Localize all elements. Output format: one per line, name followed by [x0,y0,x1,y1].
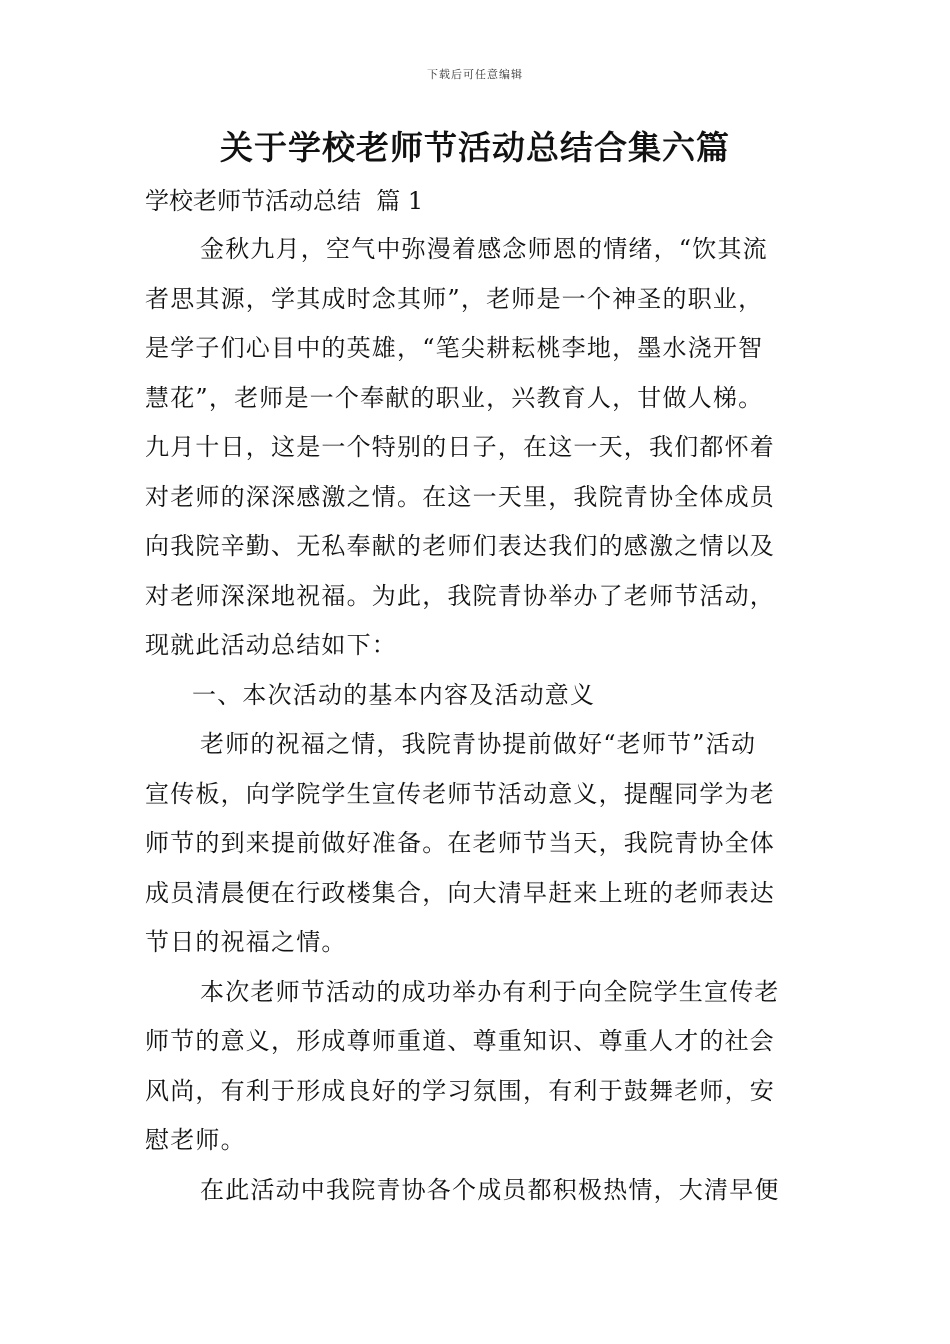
paragraph-line: 向我院辛勤、无私奉献的老师们表达我们的感激之情以及 [145,532,775,560]
paragraph-line: 对老师深深地祝福。为此，我院青协举办了老师节活动， [145,581,775,610]
paragraph-line: 老师的祝福之情，我院青协提前做好“老师节”活动 [200,730,757,758]
paragraph-line: 慰老师。 [145,1126,246,1154]
paragraph-line: 本次老师节活动的成功举办有利于向全院学生宣传老 [200,977,780,1006]
paragraph-line: 在此活动中我院青协各个成员都积极热情，大清早便 [200,1175,780,1204]
paragraph-line: 师节的意义，形成尊师重道、尊重知识、尊重人才的社会 [145,1027,775,1055]
paragraph-line: 是学子们心目中的英雄，“笔尖耕耘桃李地，墨水浇开智 [145,334,764,362]
paragraph-line: 成员清晨便在行政楼集合，向大清早赶来上班的老师表达 [145,878,775,907]
paragraph-line: 师节的到来提前做好准备。在老师节当天，我院青协全体 [145,829,775,857]
paragraph-line: 宣传板，向学院学生宣传老师节活动意义，提醒同学为老 [145,779,775,808]
section-heading: 一、本次活动的基本内容及活动意义 [192,680,596,709]
section-subtitle: 学校老师节活动总结 篇 1 [145,187,424,215]
paragraph-line: 九月十日，这是一个特别的日子，在这一天，我们都怀着 [145,433,775,461]
header-note: 下载后可任意编辑 [427,68,523,81]
paragraph-line: 对老师的深深感激之情。在这一天里，我院青协全体成员 [145,482,775,511]
paragraph-line: 风尚，有利于形成良好的学习氛围，有利于鼓舞老师，安 [145,1076,775,1105]
paragraph-line: 者思其源，学其成时念其师”，老师是一个神圣的职业， [145,284,764,313]
paragraph-line: 现就此活动总结如下： [145,631,397,659]
paragraph-line: 慧花”，老师是一个奉献的职业，兴教育人，甘做人梯。 [145,383,764,412]
paragraph-line: 节日的祝福之情。 [145,928,347,956]
document-body [145,229,807,1219]
document-title: 关于学校老师节活动总结合集六篇 [220,128,730,167]
paragraph-line: 金秋九月，空气中弥漫着感念师恩的情绪，“饮其流 [200,235,768,263]
